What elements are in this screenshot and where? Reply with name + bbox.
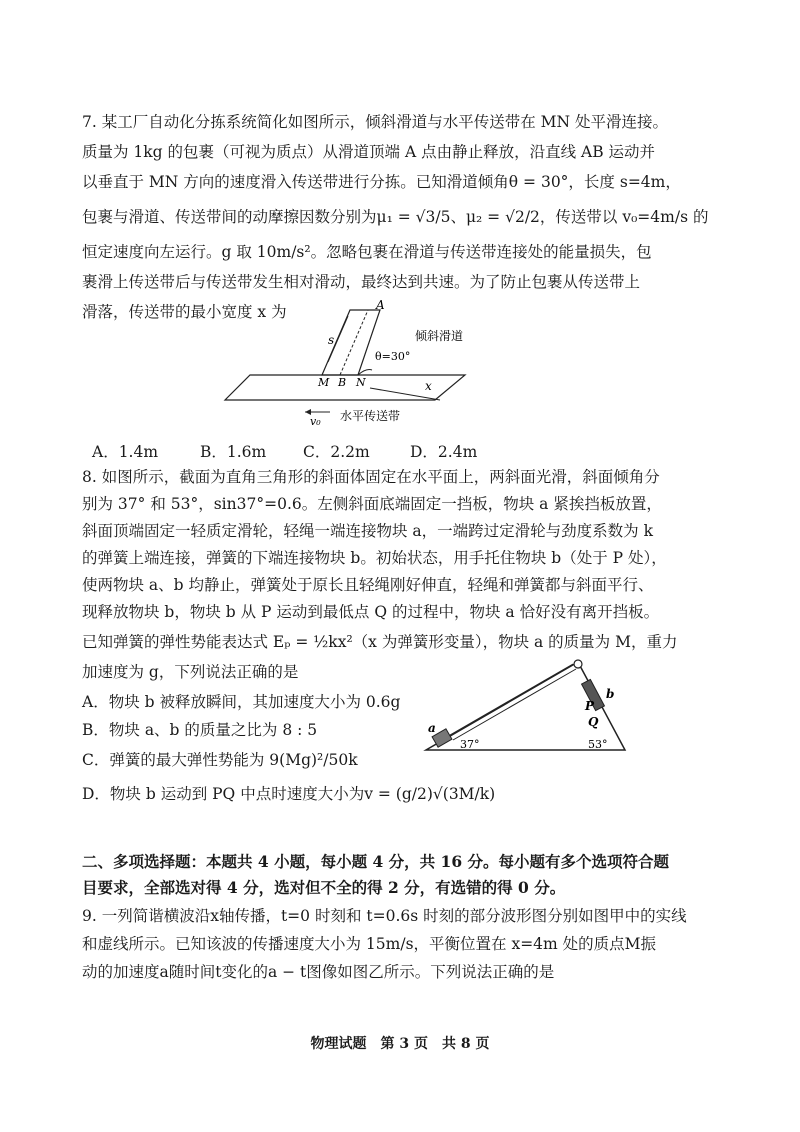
q7-line-6: 裹滑上传送带后与传送带发生相对滑动，最终达到共速。为了防止包裹从传送带上 bbox=[82, 273, 641, 291]
q8-line-6: 现释放物块 b，物块 b 从 P 运动到最低点 Q 的过程中，物块 a 恰好没有离开挡板。 bbox=[82, 603, 660, 621]
label-P: P bbox=[585, 699, 595, 713]
page-footer: 物理试题 第 3 页 共 8 页 bbox=[310, 1036, 490, 1052]
label-angle: θ=30° bbox=[375, 350, 411, 363]
q8-line-1: 8. 如图所示，截面为直角三角形的斜面体固定在水平面上，两斜面光滑，斜面倾角分 bbox=[82, 468, 660, 486]
label-v0: v₀ bbox=[310, 415, 321, 428]
q7-line-5: 恒定速度向左运行。g 取 10m/s²。忽略包裹在滑道与传送带连接处的能量损失，包 bbox=[82, 243, 652, 261]
q9-line-2: 和虚线所示。已知该波的传播速度大小为 15m/s，平衡位置在 x=4m 处的质点M振 bbox=[82, 935, 657, 953]
q9-line-1: 9. 一列简谐横波沿x轴传播，t=0 时刻和 t=0.6s 时刻的部分波形图分别如图甲中的实线 bbox=[82, 907, 687, 925]
label-53: 53° bbox=[588, 738, 608, 751]
label-belt: 水平传送带 bbox=[340, 409, 401, 423]
label-s: s bbox=[328, 333, 335, 347]
section2-line-1: 二、多项选择题：本题共 4 小题，每小题 4 分，共 16 分。每小题有多个选项符合题 bbox=[82, 852, 670, 871]
label-slide: 倾斜滑道 bbox=[415, 329, 464, 343]
label-a: a bbox=[428, 721, 436, 735]
q7-figure bbox=[210, 300, 510, 430]
q8-choice-d[interactable]: D．物块 b 运动到 PQ 中点时速度大小为v = (g/2)√(3M/k) bbox=[82, 785, 496, 803]
q7-choice-c[interactable]: C．2.2m bbox=[303, 443, 370, 461]
label-A: A bbox=[376, 300, 385, 312]
label-b: b bbox=[606, 687, 615, 701]
q7-line-4: 包裹与滑道、传送带间的动摩擦因数分别为μ₁ = √3/5、μ₂ = √2/2，传送带以 v₀=4m/s 的 bbox=[82, 208, 709, 226]
label-B: B bbox=[338, 376, 347, 389]
q8-choice-a[interactable]: A．物块 b 被释放瞬间，其加速度大小为 0.6g bbox=[82, 693, 401, 711]
q8-line-2: 别为 37° 和 53°，sin37°=0.6。左侧斜面底端固定一挡板，物块 a 紧挨挡板放置， bbox=[82, 495, 662, 513]
q8-line-8: 加速度为 g，下列说法正确的是 bbox=[82, 663, 299, 681]
q7-choice-a[interactable]: A．1.4m bbox=[92, 443, 159, 461]
label-x: x bbox=[425, 379, 432, 393]
q7-line-7: 滑落，传送带的最小宽度 x 为 bbox=[82, 303, 287, 321]
q8-choice-b[interactable]: B．物块 a、b 的质量之比为 8 : 5 bbox=[82, 721, 318, 739]
q7-choice-b[interactable]: B．1.6m bbox=[200, 443, 267, 461]
q8-line-7: 已知弹簧的弹性势能表达式 Eₚ = ½kx²（x 为弹簧形变量），物块 a 的质量为 M，重力 bbox=[82, 633, 678, 651]
label-37: 37° bbox=[460, 738, 480, 751]
q7-line-2: 质量为 1kg 的包裹（可视为质点）从滑道顶端 A 点由静止释放，沿直线 AB 运动并 bbox=[82, 143, 656, 161]
q8-line-5: 使两物块 a、b 均静止，弹簧处于原长且轻绳刚好伸直，轻绳和弹簧都与斜面平行、 bbox=[82, 576, 654, 594]
q8-line-4: 的弹簧上端连接，弹簧的下端连接物块 b。初始状态，用手托住物块 b（处于 P 处）， bbox=[82, 549, 667, 567]
label-Q: Q bbox=[588, 715, 599, 729]
label-N: N bbox=[356, 376, 366, 389]
q8-line-3: 斜面顶端固定一轻质定滑轮，轻绳一端连接物块 a，一端跨过定滑轮与劲度系数为 k bbox=[82, 522, 653, 540]
q7-choice-d[interactable]: D．2.4m bbox=[410, 443, 478, 461]
q8-figure bbox=[420, 650, 630, 760]
section2-line-2: 目要求，全部选对得 4 分，选对但不全的得 2 分，有选错的得 0 分。 bbox=[82, 878, 566, 897]
q8-choice-c[interactable]: C．弹簧的最大弹性势能为 9(Mg)²/50k bbox=[82, 751, 358, 769]
label-M: M bbox=[318, 376, 330, 389]
pulley bbox=[574, 660, 582, 668]
q7-line-1: 7. 某工厂自动化分拣系统简化如图所示，倾斜滑道与水平传送带在 MN 处平滑连接。 bbox=[82, 113, 669, 131]
q7-line-3: 以垂直于 MN 方向的速度滑入传送带进行分拣。已知滑道倾角θ = 30°，长度 s=4m， bbox=[82, 173, 681, 191]
q9-line-3: 动的加速度a随时间t变化的a − t图像如图乙所示。下列说法正确的是 bbox=[82, 963, 555, 981]
